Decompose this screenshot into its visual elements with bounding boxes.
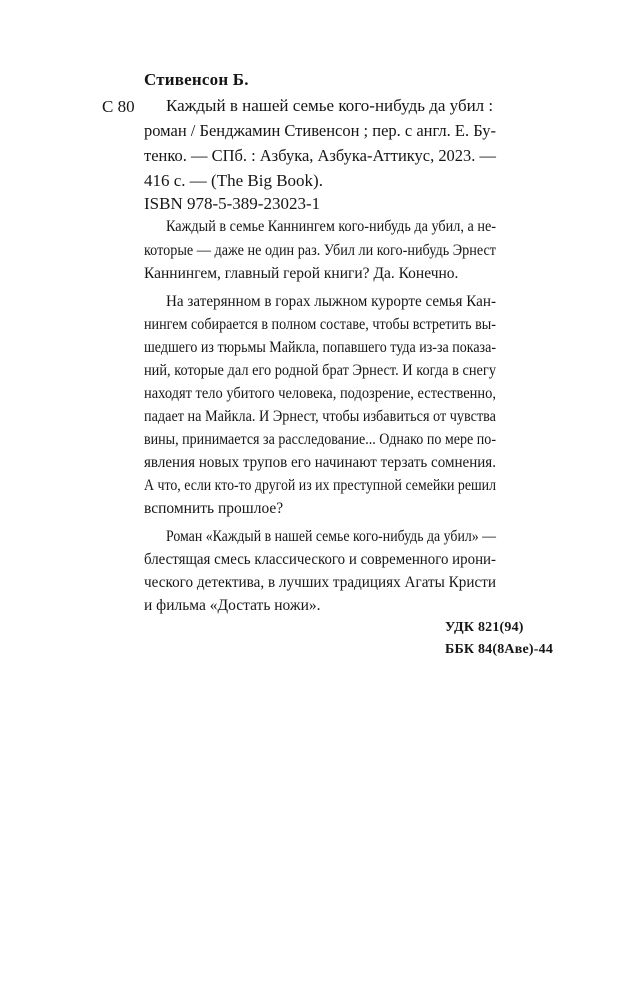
annotation-line: и фильма «Достать ножи».: [144, 597, 321, 614]
annotation-line: Роман «Каждый в нашей семье кого-нибудь да убил» —: [166, 528, 496, 545]
annotation-line: которые — даже не один раз. Убил ли кого-нибудь Эрнест: [144, 242, 496, 259]
annotation-line: падает на Майкла. И Эрнест, чтобы избавиться от чувства: [144, 408, 496, 425]
bbk-index: ББК 84(8Аве)-44: [445, 642, 554, 657]
annotation-line: На затерянном в горах лыжном курорте семья Кан-: [166, 293, 496, 310]
udk-index: УДК 821(94): [445, 620, 524, 635]
annotation-line: ческого детектива, в лучших традициях Агаты Кристи: [144, 574, 496, 591]
isbn: ISBN 978-5-389-23023-1: [144, 194, 321, 213]
author-heading: Стивенсон Б.: [144, 70, 249, 89]
annotation-line: вины, принимается за расследование... Однако по мере по-: [144, 431, 496, 448]
annotation-line: Каждый в семье Каннингем кого-нибудь да убил, а не-: [166, 218, 496, 235]
classification-code: С 80: [102, 97, 135, 116]
annotation-line: Каннингем, главный герой книги? Да. Конечно.: [144, 265, 459, 282]
bib-line: роман / Бенджамин Стивенсон ; пер. с англ. Е. Бу-: [144, 121, 496, 140]
annotation-line: находят тело убитого человека, подозрение, естественно,: [144, 385, 496, 402]
bib-line: Каждый в нашей семье кого-нибудь да убил :: [166, 96, 494, 115]
annotation-line: шедшего из тюрьмы Майкла, попавшего туда из-за показа-: [144, 339, 496, 356]
bib-line: 416 с. — (The Big Book).: [144, 171, 323, 190]
annotation-line: явления новых трупов его начинают терзать сомнения.: [144, 454, 496, 471]
annotation-line: нингем собирается в полном составе, чтобы встретить вы-: [144, 316, 496, 333]
annotation-line: ний, которые дал его родной брат Эрнест. И когда в снегу: [144, 362, 496, 379]
annotation-line: блестящая смесь классического и современного ирони-: [144, 551, 496, 568]
bib-line: тенко. — СПб. : Азбука, Азбука-Аттикус, 2023. —: [144, 146, 496, 165]
annotation-line: А что, если кто-то другой из их преступной семейки решил: [144, 477, 496, 494]
annotation-line: вспомнить прошлое?: [144, 500, 284, 517]
